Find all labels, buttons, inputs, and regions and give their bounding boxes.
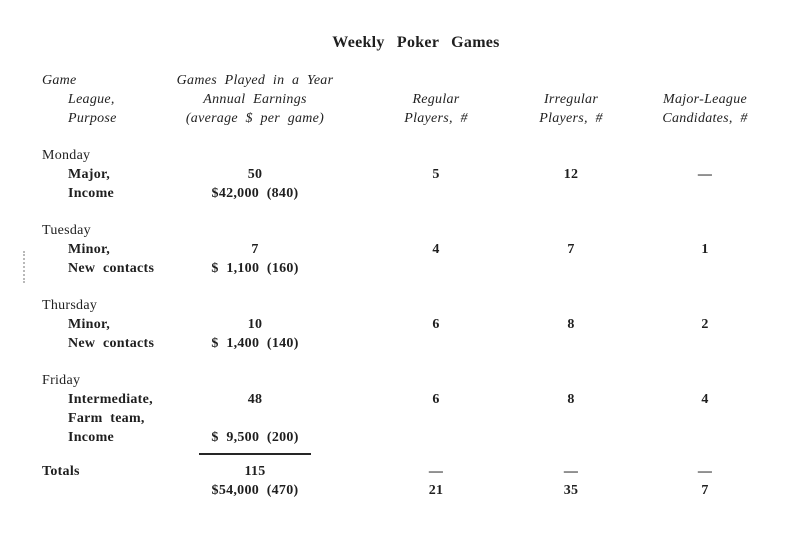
totals-annual-earnings-value: $54,000 (470): [211, 483, 299, 498]
row-label: Minor,: [68, 242, 110, 257]
header-average-per-game: (average $ per game): [185, 111, 325, 126]
row-games-played-cell: [165, 146, 345, 203]
header-regular-column: [345, 71, 527, 128]
header-league: League,: [68, 92, 115, 107]
row-label: Intermediate,: [68, 392, 153, 407]
totals-major-league-value: 7: [701, 483, 709, 498]
row-irregular-cell: [527, 296, 615, 353]
games-played-value: 48: [247, 392, 263, 407]
header-major-league-candidates: Candidates, #: [662, 111, 748, 126]
row-games-played-cell: [165, 221, 345, 278]
regular-players-value: 6: [432, 392, 440, 407]
row-regular-cell: [345, 371, 527, 447]
scan-artifact: [23, 251, 25, 283]
irregular-players-value: 7: [567, 242, 575, 257]
totals-irregular-dash: —: [563, 464, 579, 479]
row-major-league-cell: [615, 146, 795, 203]
annual-earnings-value: $ 1,400 (140): [211, 336, 299, 351]
header-major-league-column: [615, 71, 795, 128]
row-day: Monday: [42, 148, 91, 163]
totals-regular-cell: [345, 462, 527, 500]
games-played-value: 10: [247, 317, 263, 332]
major-league-value: 4: [701, 392, 709, 407]
totals-rule-row: [0, 447, 800, 455]
annual-earnings-value: $ 9,500 (200): [211, 430, 299, 445]
totals-label: Totals: [42, 464, 80, 479]
row-label: New contacts: [68, 261, 155, 276]
row-game-cell: [0, 371, 165, 447]
table-row-tuesday: [0, 221, 800, 278]
totals-regular-value: 21: [428, 483, 444, 498]
totals-games-played-value: 115: [244, 464, 266, 479]
table-row-monday: [0, 146, 800, 203]
table-header: [0, 71, 800, 128]
regular-players-value: 5: [432, 167, 440, 182]
row-label: Income: [68, 186, 115, 201]
totals-major-league-dash: —: [697, 464, 713, 479]
games-played-value: 7: [251, 242, 259, 257]
row-label: Minor,: [68, 317, 110, 332]
row-irregular-cell: [527, 371, 615, 447]
irregular-players-value: 8: [567, 392, 575, 407]
header-purpose: Purpose: [68, 111, 117, 126]
row-major-league-cell: [615, 221, 795, 278]
row-major-league-cell: [615, 296, 795, 353]
header-irregular-column: [527, 71, 615, 128]
totals-major-league-cell: [615, 462, 795, 500]
header-games-played: Games Played in a Year: [176, 73, 334, 88]
header-irregular-players: Players, #: [539, 111, 603, 126]
row-day: Friday: [42, 373, 81, 388]
header-major-league: Major-League: [663, 92, 747, 107]
header-irregular: Irregular: [543, 92, 599, 107]
irregular-players-value: 12: [563, 167, 579, 182]
row-irregular-cell: [527, 146, 615, 203]
annual-earnings-value: $ 1,100 (160): [211, 261, 299, 276]
row-regular-cell: [345, 296, 527, 353]
regular-players-value: 6: [432, 317, 440, 332]
major-league-value: 1: [701, 242, 709, 257]
row-games-played-cell: [165, 371, 345, 447]
row-regular-cell: [345, 221, 527, 278]
row-label: Income: [68, 430, 115, 445]
title-row: [16, 0, 800, 52]
header-regular-players: Players, #: [404, 111, 468, 126]
row-major-league-cell: [615, 371, 795, 447]
row-label: Farm team,: [68, 411, 145, 426]
major-league-value: 2: [701, 317, 709, 332]
row-label: Major,: [68, 167, 110, 182]
header-annual-earnings: Annual Earnings: [203, 92, 307, 107]
totals-regular-dash: —: [428, 464, 444, 479]
page-title: Weekly Poker Games: [332, 34, 500, 51]
row-games-played-cell: [165, 296, 345, 353]
row-day: Thursday: [42, 298, 98, 313]
totals-games-played-cell: [165, 462, 345, 500]
row-day: Tuesday: [42, 223, 91, 238]
header-games-played-column: [165, 71, 345, 128]
row-irregular-cell: [527, 221, 615, 278]
regular-players-value: 4: [432, 242, 440, 257]
header-game: Game: [42, 73, 77, 88]
games-played-value: 50: [247, 167, 263, 182]
table-row-friday: [0, 371, 800, 447]
table-row-thursday: [0, 296, 800, 353]
totals-irregular-cell: [527, 462, 615, 500]
totals-irregular-value: 35: [563, 483, 579, 498]
row-regular-cell: [345, 146, 527, 203]
row-game-cell: [0, 296, 165, 353]
totals-rule: [199, 453, 311, 455]
table-row-totals: [0, 462, 800, 500]
header-game-column: [0, 71, 165, 128]
row-game-cell: [0, 146, 165, 203]
row-label: New contacts: [68, 336, 155, 351]
header-regular: Regular: [412, 92, 460, 107]
irregular-players-value: 8: [567, 317, 575, 332]
major-league-value: —: [697, 167, 713, 182]
totals-label-cell: [0, 462, 165, 500]
annual-earnings-value: $42,000 (840): [211, 186, 299, 201]
